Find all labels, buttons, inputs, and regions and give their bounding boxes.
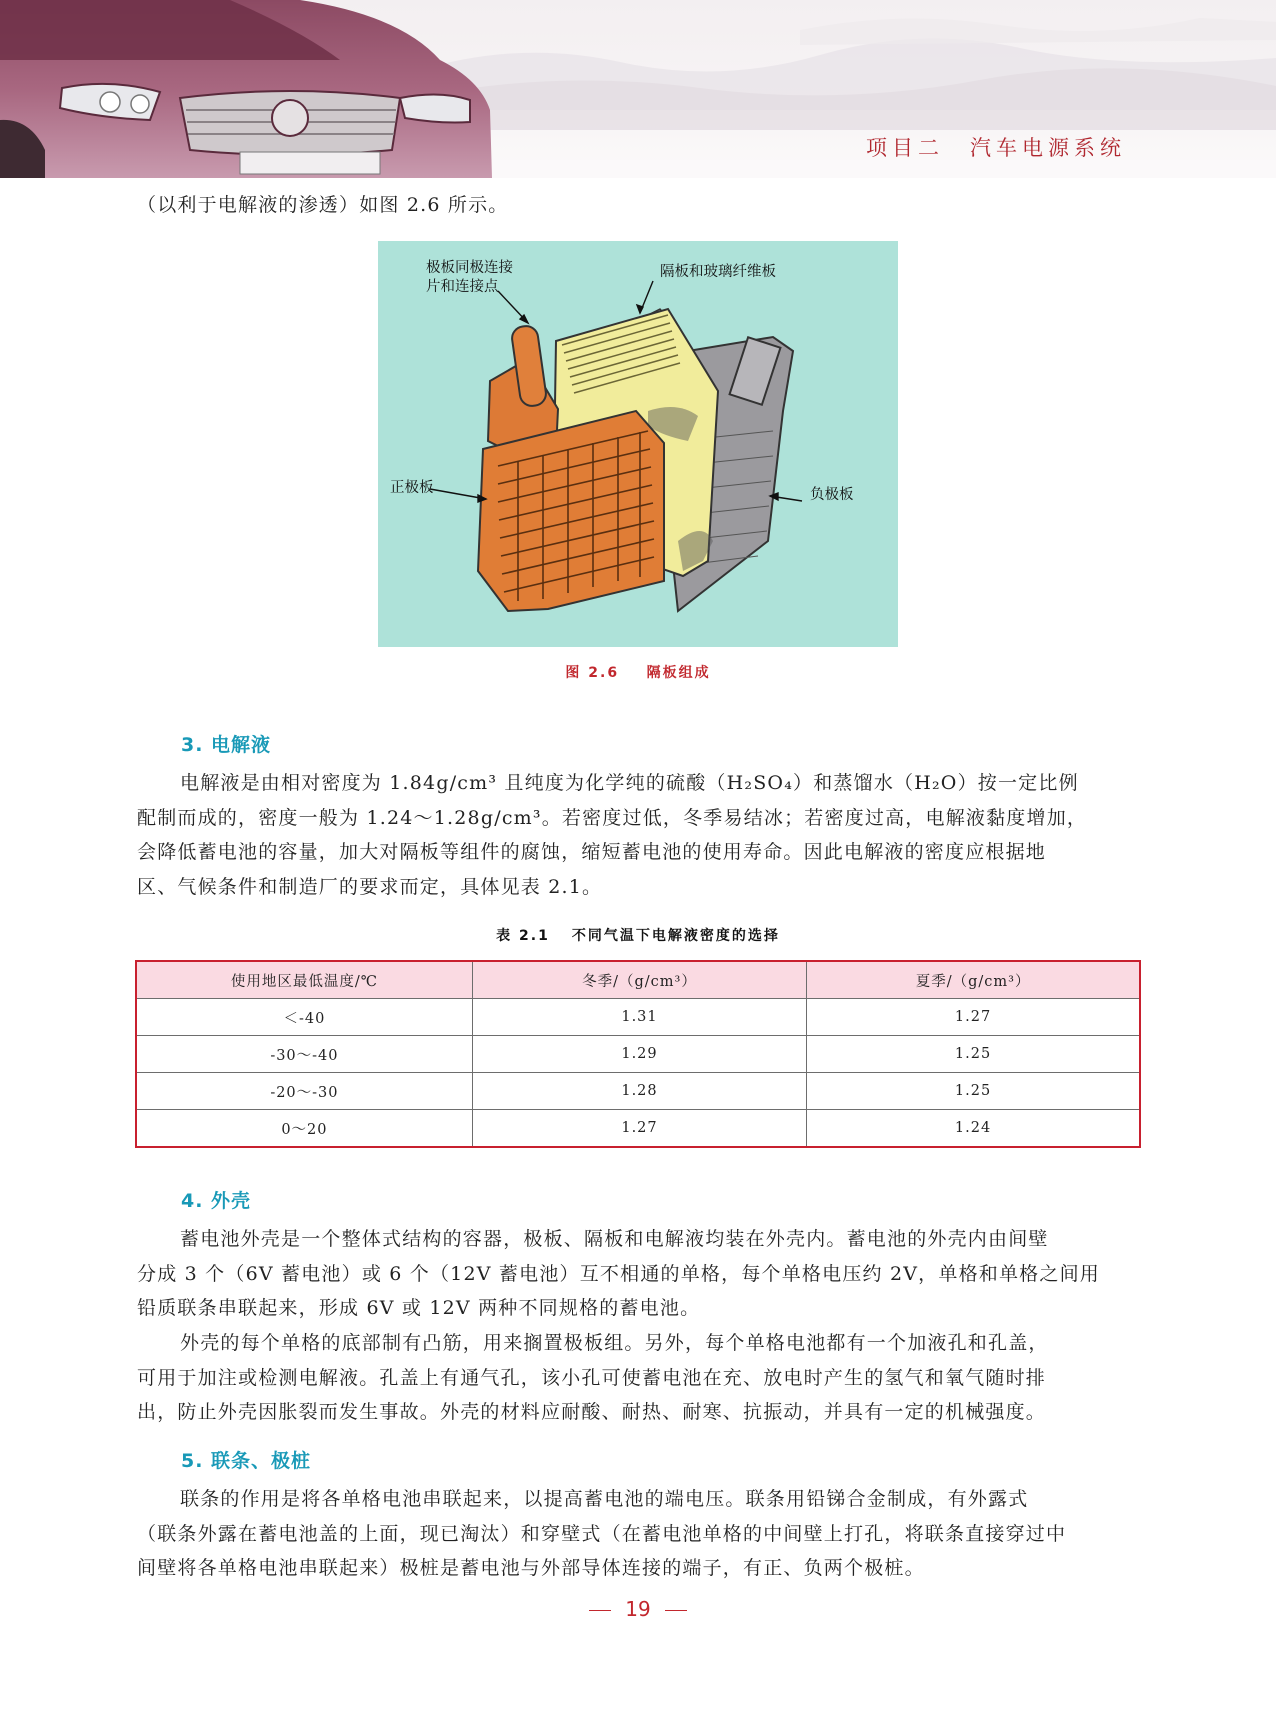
intro-line bbox=[137, 188, 1140, 223]
header-cell-temperature: 使用地区最低温度/℃ bbox=[136, 961, 472, 999]
section-4-paragraph-2 bbox=[137, 1326, 1140, 1430]
section-5-heading: 5. 联条、极桩 bbox=[181, 1450, 312, 1472]
paragraph-line: （联条外露在蓄电池盖的上面，现已淘汰）和穿壁式（在蓄电池单格的中间壁上打孔，将联条直接穿过中 bbox=[137, 1522, 1067, 1545]
table-row bbox=[136, 1073, 1140, 1110]
table-cell: 1.27 bbox=[807, 999, 1140, 1036]
header-cell-winter: 冬季/（g/cm³） bbox=[472, 961, 806, 999]
table-caption-number: 表 2.1 bbox=[496, 928, 550, 944]
paragraph-line: 可用于加注或检测电解液。孔盖上有通气孔，该小孔可使蓄电池在充、放电时产生的氢气和氧气随时排 bbox=[137, 1366, 1047, 1389]
figure-caption-number: 图 2.6 bbox=[565, 665, 620, 681]
table-caption-text: 不同气温下电解液密度的选择 bbox=[571, 928, 780, 944]
paragraph-line: 分成 3 个（6V 蓄电池）或 6 个（12V 蓄电池）互不相通的单格，每个单格电压约 2V，单格和单格之间用 bbox=[137, 1262, 1100, 1285]
paragraph-line: 蓄电池外壳是一个整体式结构的容器，极板、隔板和电解液均装在外壳内。蓄电池的外壳内由间壁 bbox=[180, 1228, 1049, 1250]
paragraph-line: 配制而成的，密度一般为 1.24～1.28g/cm³。若密度过低，冬季易结冰；若密度过高，电解液黏度增加， bbox=[137, 806, 1088, 829]
page-number bbox=[0, 1597, 1276, 1621]
header-banner bbox=[0, 0, 1276, 178]
figure-caption-text: 隔板组成 bbox=[646, 665, 711, 681]
section-3-paragraph bbox=[137, 766, 1140, 904]
table-row bbox=[136, 1110, 1140, 1148]
section-3-heading: 3. 电解液 bbox=[181, 734, 272, 756]
separator-figure bbox=[378, 241, 898, 647]
label-positive-plate: 正极板 bbox=[390, 480, 434, 496]
table-caption bbox=[0, 925, 1276, 945]
density-table bbox=[135, 960, 1141, 1148]
table-row bbox=[136, 999, 1140, 1036]
paragraph-line: 出，防止外壳因胀裂而发生事故。外壳的材料应耐酸、耐热、耐寒、抗振动，并具有一定的机械强度。 bbox=[137, 1401, 1047, 1423]
page-number-value: 19 bbox=[625, 1597, 651, 1621]
label-connector: 极板同极连接 片和连接点 bbox=[426, 260, 513, 295]
table-cell: 1.24 bbox=[807, 1110, 1140, 1148]
label-negative-plate: 负极板 bbox=[810, 487, 854, 503]
paragraph-line: 外壳的每个单格的底部制有凸筋，用来搁置极板组。另外，每个单格电池都有一个加液孔和孔盖， bbox=[180, 1332, 1049, 1354]
header-cell-summer: 夏季/（g/cm³） bbox=[807, 961, 1140, 999]
intro-text: （以利于电解液的渗透）如图 2.6 所示。 bbox=[137, 194, 509, 216]
table-cell: -20～-30 bbox=[136, 1073, 472, 1110]
section-label: 项目二 bbox=[866, 136, 944, 160]
table-cell: 1.25 bbox=[807, 1073, 1140, 1110]
paragraph-line: 区、气候条件和制造厂的要求而定，具体见表 2.1。 bbox=[137, 875, 603, 898]
section-4-paragraph-1 bbox=[137, 1222, 1140, 1326]
table-cell: -30～-40 bbox=[136, 1036, 472, 1073]
table-cell: 1.27 bbox=[472, 1110, 806, 1148]
paragraph-line: 电解液是由相对密度为 1.84g/cm³ 且纯度为化学纯的硫酸（H₂SO₄）和蒸馏水（H₂O）按一定比例 bbox=[180, 772, 1079, 794]
label-separator: 隔板和玻璃纤维板 bbox=[660, 264, 776, 280]
paragraph-line: 会降低蓄电池的容量，加大对隔板等组件的腐蚀，缩短蓄电池的使用寿命。因此电解液的密度应根据地 bbox=[137, 841, 1047, 863]
table-cell: 1.28 bbox=[472, 1073, 806, 1110]
table-cell: 1.29 bbox=[472, 1036, 806, 1073]
header-title bbox=[866, 132, 1126, 162]
figure-caption bbox=[0, 662, 1276, 682]
table-cell: 0～20 bbox=[136, 1110, 472, 1148]
table-cell: ＜-40 bbox=[136, 999, 472, 1036]
paragraph-line: 间壁将各单格电池串联起来）极桩是蓄电池与外部导体连接的端子，有正、负两个极桩。 bbox=[137, 1557, 925, 1579]
paragraph-line: 铅质联条串联起来，形成 6V 或 12V 两种不同规格的蓄电池。 bbox=[137, 1297, 701, 1319]
plate-group-illustration bbox=[378, 241, 898, 647]
paragraph-line: 联条的作用是将各单格电池串联起来，以提高蓄电池的端电压。联条用铅锑合金制成，有外露式 bbox=[180, 1488, 1029, 1510]
table-header-row bbox=[136, 961, 1140, 999]
section-4-heading: 4. 外壳 bbox=[181, 1190, 252, 1212]
table-cell: 1.31 bbox=[472, 999, 806, 1036]
table-cell: 1.25 bbox=[807, 1036, 1140, 1073]
section-title: 汽车电源系统 bbox=[970, 136, 1126, 160]
page-number-dash-right bbox=[665, 1610, 687, 1611]
page-number-dash-left bbox=[589, 1610, 611, 1611]
section-5-paragraph bbox=[137, 1482, 1140, 1586]
table-row bbox=[136, 1036, 1140, 1073]
